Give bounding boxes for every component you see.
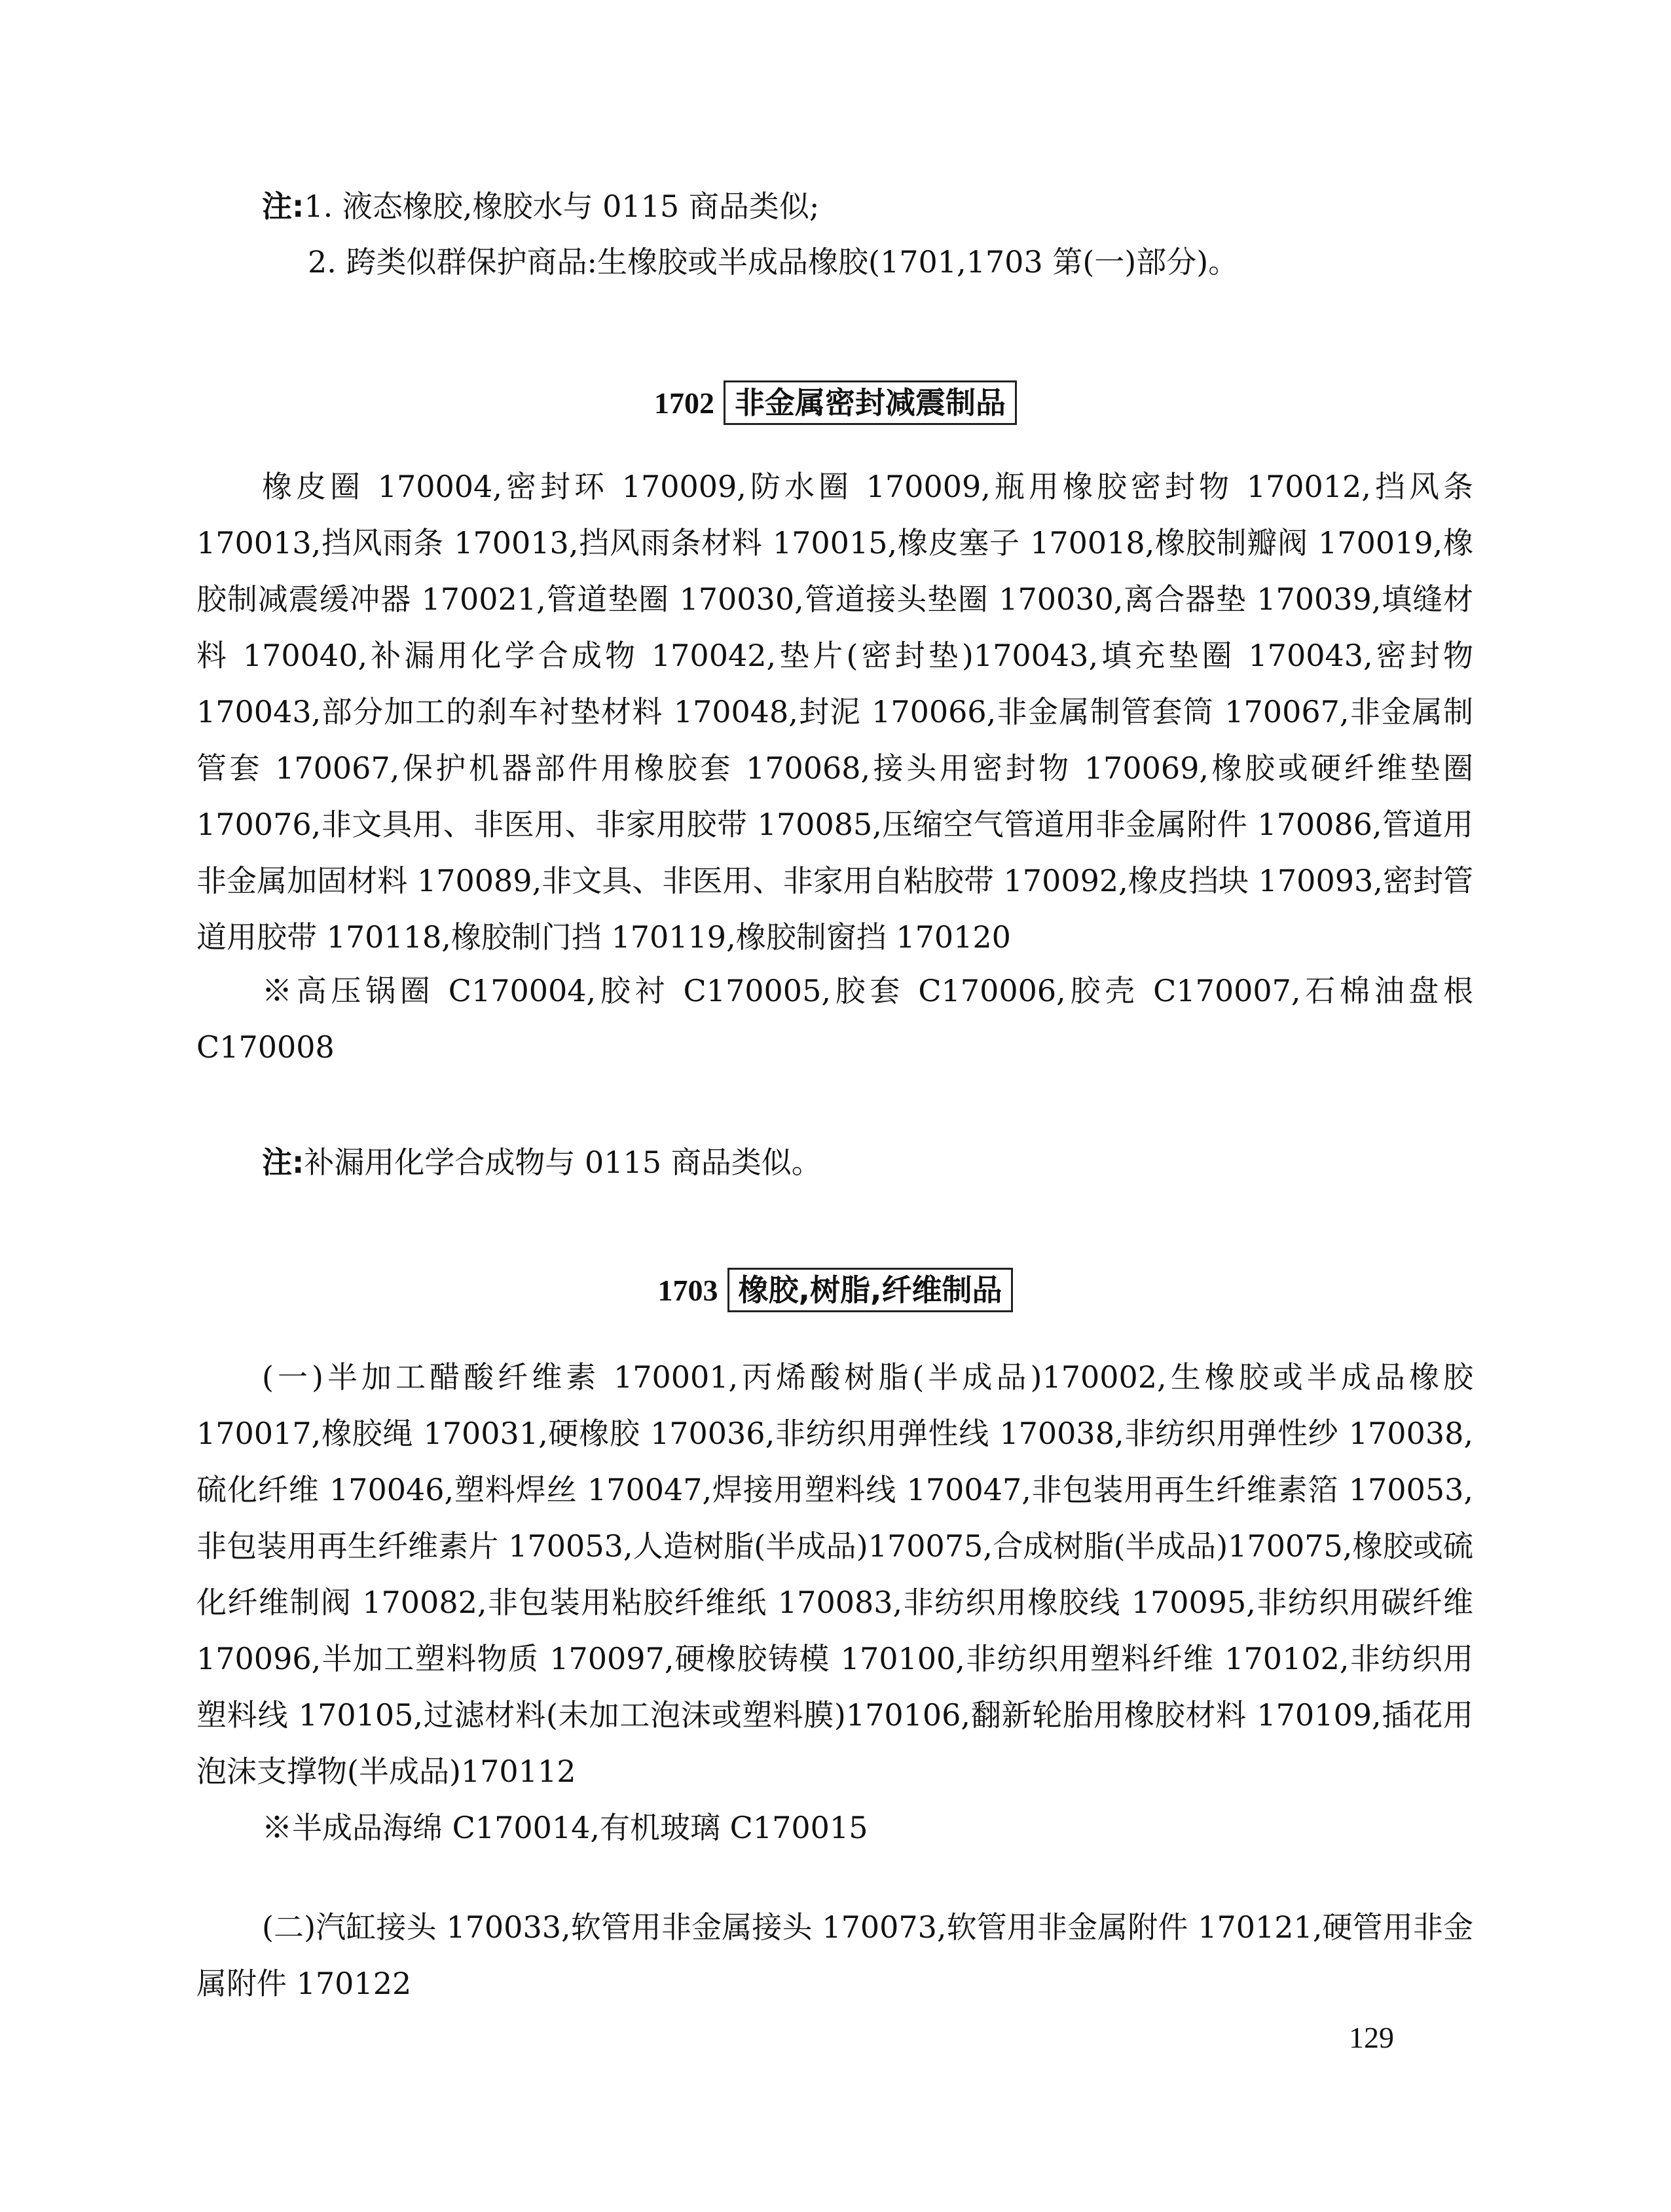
section-title: 橡胶,树脂,纤维制品 (727, 1268, 1014, 1312)
section-1702-note (262, 1136, 822, 1189)
section-1703-part-1-extra: ※半成品海绵 C170014,有机玻璃 C170015 (262, 1810, 868, 1845)
section-heading-1703 (0, 1267, 1671, 1314)
note-text: 1. 液态橡胶,橡胶水与 0115 商品类似; (304, 189, 820, 224)
note-label: 注: (262, 189, 304, 224)
section-1703-part-2: (二)汽缸接头 170033,软管用非金属接头 170073,软管用非金属附件 170121,硬管用非金属附件 170122 (196, 1909, 1473, 2001)
section-1703-part-1: (一)半加工醋酸纤维素 170001,丙烯酸树脂(半成品)170002,生橡胶或半成品橡胶 170017,橡胶绳 170031,硬橡胶 170036,非纺织用弹性线 170038,非纺织用弹性纱 170038,硫化纤维 170046,塑料焊丝 170047,焊接用塑料线 170047,非包装用再生纤维素箔 170053,非包装用再生纤维素片 170053,人造树脂(半成品)170075,合成树脂(半成品)170075,橡胶或硫化纤维制阀 170082,非包装用粘胶纤维纸 170083,非纺织用橡胶线 170095,非纺织用碳纤维 170096,半加工塑料物质 170097,硬橡胶铸模 170100,非纺织用塑料纤维 170102,非纺织用塑料线 170105,过滤材料(未加工泡沫或塑料膜)170106,翻新轮胎用橡胶材料 170109,插花用泡沫支撑物(半成品)170112 (196, 1359, 1473, 1789)
section-1702-items: 橡皮圈 170004,密封环 170009,防水圈 170009,瓶用橡胶密封物 170012,挡风条 170013,挡风雨条 170013,挡风雨条材料 170015,橡皮塞子 170018,橡胶制瓣阀 170019,橡胶制减震缓冲器 170021,管道垫圈 170030,管道接头垫圈 170030,离合器垫 170039,填缝材料 170040,补漏用化学合成物 170042,垫片(密封垫)170043,填充垫圈 170043,密封物 170043,部分加工的刹车衬垫材料 170048,封泥 170066,非金属制管套筒 170067,非金属制管套 170067,保护机器部件用橡胶套 170068,接头用密封物 170069,橡胶或硬纤维垫圈 170076,非文具用、非医用、非家用胶带 170085,压缩空气管道用非金属附件 170086,管道用非金属加固材料 170089,非文具、非医用、非家用自粘胶带 170092,橡皮挡块 170093,密封管道用胶带 170118,橡胶制门挡 170119,橡胶制窗挡 170120 (196, 469, 1474, 955)
section-heading-1702 (0, 380, 1671, 426)
section-code: 1702 (654, 386, 714, 420)
page-number: 129 (1349, 2021, 1394, 2054)
section-1702-extra: ※高压锅圈 C170004,胶衬 C170005,胶套 C170006,胶壳 C170007,石棉油盘根 C170008 (196, 973, 1473, 1065)
section-title: 非金属密封减震制品 (724, 380, 1017, 425)
note-text: 补漏用化学合成物与 0115 商品类似。 (304, 1145, 822, 1180)
top-note-line-2 (308, 236, 1238, 288)
top-note-line-1 (262, 180, 819, 232)
note-label: 注: (262, 1145, 304, 1180)
section-code: 1703 (657, 1274, 718, 1307)
note-text: 2. 跨类似群保护商品:生橡胶或半成品橡胶(1701,1703 第(一)部分)。 (308, 244, 1239, 280)
